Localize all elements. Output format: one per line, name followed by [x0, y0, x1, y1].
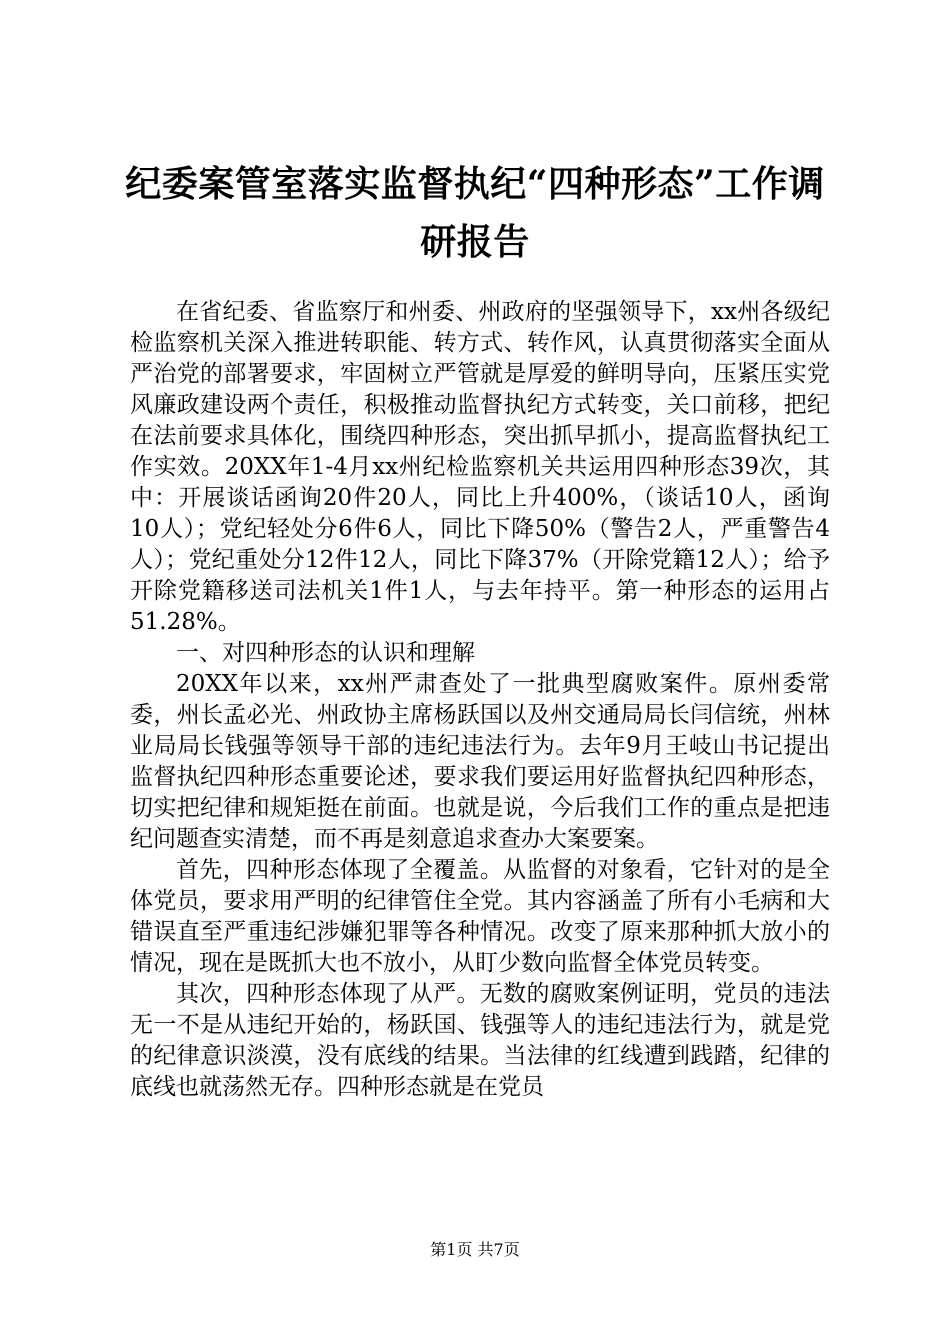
section-heading: 一、对四种形态的认识和理解 — [176, 640, 475, 666]
paragraph-intro: 在省纪委、省监察厅和州委、州政府的坚强领导下，xx州各级纪检监察机关深入推进转职能、转方式、转作风，认真贯彻落实全面从严治党的部署要求，牢固树立严管就是厚爱的鲜明导向，压紧压实党风廉政建设两个责任，积极推动监督执纪方式转变，关口前移，把纪在法前要求具体化，围绕四种形态，突出抓早抓小，提高监督执纪工作实效。20XX年1-4月xx州纪检监察机关共运用四种形态39次，其中：开展谈话函询20件20人，同比上升400%，（谈话10人，函询10人）；党纪轻处分6件6人，同比下降50%（警告2人，严重警告4人）；党纪重处分12件12人，同比下降37%（开除党籍12人）；给予开除党籍移送司法机关1件1人，与去年持平。第一种形态的运用占51.28%。 — [130, 299, 830, 635]
page-footer: 第1页 共7页 — [430, 1240, 520, 1259]
paragraph-second: 其次，四种形态体现了从严。无数的腐败案例证明，党员的违法无一不是从违纪开始的，杨跃国、钱强等人的违纪违法行为，就是党的纪律意识淡漠，没有底线的结果。当法律的红线遭到践踏，纪律的底线也就荡然无存。四种形态就是在党员 — [130, 981, 830, 1100]
paragraph-cases: 20XX年以来，xx州严肃查处了一批典型腐败案件。原州委常委，州长孟必光、州政协主席杨跃国以及州交通局局长闫信统，州林业局局长钱强等领导干部的违纪违法行为。去年9月王岐山书记提出监督执纪四种形态重要论述，要求我们要运用好监督执纪四种形态，切实把纪律和规矩挺在前面。也就是说，今后我们工作的重点是把违纪问题查实清楚，而不再是刻意追求查办大案要案。 — [130, 671, 830, 852]
document-body — [130, 297, 830, 1103]
document-title: 纪委案管室落实监督执纪“四种形态”工作调研报告 — [125, 163, 825, 263]
paragraph-first: 首先，四种形态体现了全覆盖。从监督的对象看，它针对的是全体党员，要求用严明的纪律管住全党。其内容涵盖了所有小毛病和大错误直至严重违纪涉嫌犯罪等各种情况。改变了原来那种抓大放小的情况，现在是既抓大也不放小，从盯少数向监督全体党员转变。 — [130, 857, 830, 976]
